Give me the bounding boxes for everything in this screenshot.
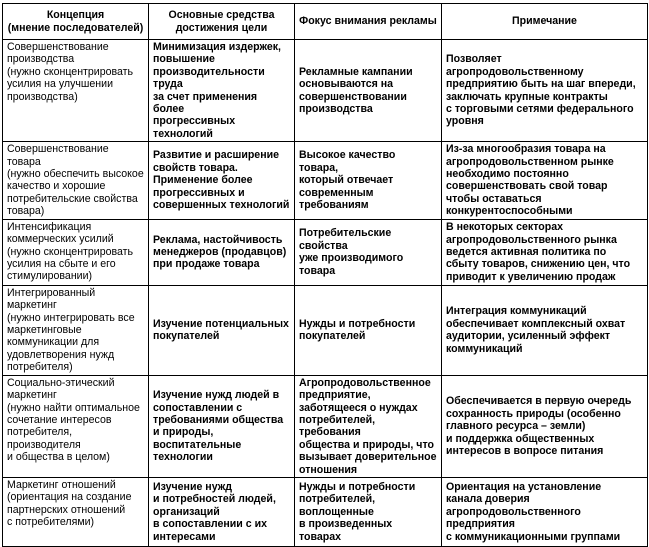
cell-line: который отвечает: [299, 174, 394, 187]
cell-line: агропродовольственном рынке: [446, 155, 614, 168]
cell-line: усилия на сбыте и его: [7, 257, 116, 270]
table-row: [3, 142, 648, 219]
cell-line: повышение: [153, 53, 215, 66]
cell-line: Агропродовольственное: [299, 376, 431, 389]
cell-line: Позволяет: [446, 53, 502, 66]
cell-line: (ориентация на создание: [7, 491, 132, 504]
note-cell: [442, 477, 648, 546]
cell-line: менеджеров (продавцов): [153, 245, 287, 258]
cell-line: интересов в вопросе питания: [446, 444, 604, 457]
cell-line: предприятия: [446, 518, 515, 531]
cell-line: (нужно обеспечить высокое: [7, 168, 144, 181]
cell-line: Нужды и потребности: [299, 480, 416, 493]
cell-line: Обеспечивается в первую очередь: [446, 395, 632, 408]
cell-line: Нужды и потребности: [299, 317, 416, 330]
means-cell: [149, 375, 295, 477]
concept-cell: [3, 375, 149, 477]
marketing-concepts-table: [2, 3, 648, 547]
means-cell: [149, 219, 295, 285]
cell-line: совершенных технологий: [153, 199, 290, 212]
cell-line: Интеграция коммуникаций: [446, 305, 587, 318]
cell-line: Рекламные кампании: [299, 65, 413, 78]
cell-line: в сопоставлении с их: [153, 518, 267, 531]
cell-line: покупателей: [153, 330, 220, 343]
cell-line: удовлетворения нужд: [7, 348, 115, 361]
cell-line: потребителя, производителя: [7, 426, 81, 451]
means-cell: [149, 477, 295, 546]
table-body: [3, 40, 648, 547]
cell-line: Из-за многообразия товара на: [446, 143, 606, 156]
cell-line: обеспечивает комплексный охват: [446, 317, 626, 330]
cell-line: технологии: [153, 451, 213, 464]
cell-line: прогрессивных технологий: [153, 115, 236, 140]
cell-line: (нужно найти оптимальное: [7, 401, 140, 414]
cell-line: с торговыми сетями федерального: [446, 103, 634, 116]
cell-line: Минимизация издержек,: [153, 41, 281, 53]
cell-line: Совершенствование товара: [7, 143, 109, 168]
header-line: Основные средства: [168, 9, 275, 22]
cell-line: Социально-этический: [7, 376, 115, 389]
note-cell: [442, 375, 648, 477]
cell-line: товара): [7, 205, 45, 218]
cell-line: канала доверия: [446, 493, 530, 506]
cell-line: партнерских отношений: [7, 503, 126, 516]
note-cell: [442, 219, 648, 285]
cell-line: уже производимого: [299, 252, 404, 265]
cell-line: стимулировании): [7, 270, 93, 283]
note-cell: [442, 142, 648, 219]
cell-line: с коммуникационными группами: [446, 530, 621, 543]
table-row: [3, 477, 648, 546]
cell-line: агропродовольственного рынка: [446, 233, 617, 246]
table-row: [3, 285, 648, 375]
means-cell: [149, 142, 295, 219]
cell-line: потребителя): [7, 361, 73, 374]
cell-line: (нужно сконцентрировать: [7, 65, 134, 78]
ad-focus-cell: [295, 285, 442, 375]
concept-cell: [3, 219, 149, 285]
concept-cell: [3, 40, 149, 142]
table-row: [3, 40, 648, 142]
cell-line: и общества в целом): [7, 451, 110, 464]
cell-line: основываются на: [299, 78, 394, 91]
cell-line: необходимо постоянно: [446, 168, 569, 181]
header-row: [3, 4, 648, 40]
cell-line: требованиям: [299, 199, 369, 212]
cell-line: совершенствовании: [299, 90, 407, 103]
cell-line: производства): [7, 90, 78, 103]
ad-focus-cell: [295, 375, 442, 477]
cell-line: прогрессивных и: [153, 186, 245, 199]
cell-line: требованиями общества: [153, 413, 284, 426]
cell-line: (нужно интегрировать все: [7, 311, 135, 324]
cell-line: аудитории, усиленный эффект: [446, 330, 611, 343]
cell-line: Интегрированный: [7, 286, 96, 299]
cell-line: главного ресурса – земли): [446, 420, 586, 433]
cell-line: в произведенных товарах: [299, 518, 393, 543]
cell-line: производства: [7, 53, 75, 66]
cell-line: организаций: [153, 505, 220, 518]
concept-cell: [3, 142, 149, 219]
header-means: [149, 4, 295, 40]
cell-line: конкурентоспособными: [446, 205, 573, 218]
cell-line: коммуникации для: [7, 336, 100, 349]
cell-line: заботящееся о нуждах: [299, 401, 418, 414]
cell-line: потребительские свойства: [7, 192, 138, 205]
cell-line: приводит к увеличению продаж: [446, 270, 616, 283]
cell-line: и природы, воспитательные: [153, 426, 242, 451]
cell-line: Ориентация на установление: [446, 480, 602, 493]
cell-line: Реклама, настойчивость: [153, 233, 283, 246]
cell-line: и поддержка общественных: [446, 432, 595, 445]
cell-line: покупателей: [299, 330, 366, 343]
cell-line: сопоставлении с: [153, 401, 243, 414]
cell-line: агропродовольственного: [446, 505, 581, 518]
cell-line: сбыту товаров, снижению цен, что: [446, 258, 631, 271]
cell-line: сохранность природы (особенно: [446, 407, 621, 420]
cell-line: Изучение нужд людей в: [153, 389, 280, 402]
cell-line: В некоторых секторах: [446, 221, 563, 234]
header-line: Концепция: [46, 9, 105, 22]
cell-line: общества и природы, что: [299, 438, 434, 451]
header-ad-focus: [295, 4, 442, 40]
cell-line: товара: [299, 264, 336, 277]
header-line: Примечание: [512, 15, 577, 28]
cell-line: сочетание интересов: [7, 413, 112, 426]
cell-line: качество и хорошие: [7, 180, 106, 193]
cell-line: Изучение потенциальных: [153, 317, 289, 330]
header-line: достижения цели: [175, 21, 268, 34]
cell-line: потребителей,: [299, 493, 376, 506]
concept-cell: [3, 477, 149, 546]
note-cell: [442, 40, 648, 142]
cell-line: свойств товара.: [153, 161, 238, 174]
cell-line: Развитие и расширение: [153, 149, 279, 162]
cell-line: с потребителями): [7, 516, 95, 529]
cell-line: коммерческих усилий: [7, 233, 114, 246]
cell-line: чтобы оставаться: [446, 192, 542, 205]
cell-line: производительности труда: [153, 65, 265, 91]
cell-line: и потребностей людей,: [153, 493, 276, 506]
cell-line: совершенствовать свой товар: [446, 180, 608, 193]
note-cell: [442, 285, 648, 375]
cell-line: интересами: [153, 530, 216, 543]
cell-line: маркетинг: [7, 299, 57, 312]
ad-focus-cell: [295, 40, 442, 142]
table-row: [3, 375, 648, 477]
cell-line: Изучение нужд: [153, 480, 232, 493]
cell-line: Интенсификация: [7, 220, 92, 233]
cell-line: усилия на улучшении: [7, 78, 113, 91]
ad-focus-cell: [295, 219, 442, 285]
cell-line: отношения: [299, 463, 358, 476]
header-line: (мнение последователей): [7, 21, 144, 34]
header-note: [442, 4, 648, 40]
cell-line: маркетинг: [7, 389, 57, 402]
means-cell: [149, 285, 295, 375]
cell-line: Потребительские свойства: [299, 227, 392, 252]
cell-line: воплощенные: [299, 505, 374, 518]
cell-line: современным: [299, 186, 374, 199]
ad-focus-cell: [295, 477, 442, 546]
cell-line: производства: [299, 103, 373, 116]
cell-line: агропродовольственному: [446, 65, 584, 78]
cell-line: потребителей, требования: [299, 413, 376, 439]
cell-line: Совершенствование: [7, 41, 109, 53]
cell-line: заключать крупные контракты: [446, 90, 608, 103]
cell-line: маркетинговые: [7, 323, 82, 336]
cell-line: предприятию быть на шаг впереди,: [446, 78, 636, 91]
cell-line: при продаже товара: [153, 258, 260, 271]
cell-line: Маркетинг отношений: [7, 478, 116, 491]
cell-line: коммуникаций: [446, 342, 523, 355]
cell-line: вызывает доверительное: [299, 451, 437, 464]
header-concept: [3, 4, 149, 40]
cell-line: предприятие,: [299, 389, 371, 402]
cell-line: Высокое качество товара,: [299, 149, 396, 174]
means-cell: [149, 40, 295, 142]
ad-focus-cell: [295, 142, 442, 219]
cell-line: (нужно сконцентрировать: [7, 245, 134, 258]
cell-line: за счет применения более: [153, 90, 258, 116]
header-line: Фокус внимания рекламы: [299, 15, 437, 28]
table-row: [3, 219, 648, 285]
cell-line: Применение более: [153, 174, 253, 187]
concept-cell: [3, 285, 149, 375]
cell-line: ведется активная политика по: [446, 245, 607, 258]
cell-line: уровня: [446, 115, 484, 128]
